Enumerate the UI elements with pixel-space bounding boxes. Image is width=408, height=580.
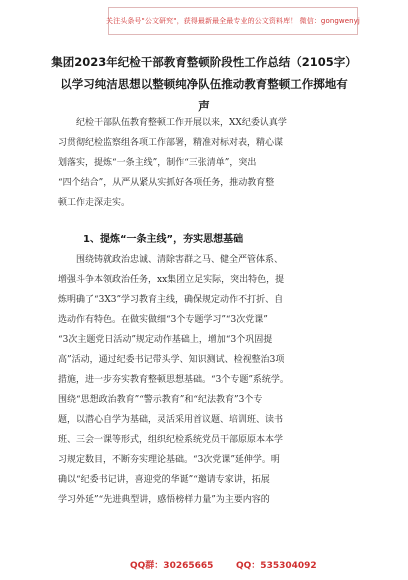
paragraph-intro [58,113,358,213]
footer-qq-group: QQ群：30265665 [130,561,214,571]
section-heading-1: 1、提炼“一条主线”，夯实思想基础 [83,234,244,245]
paragraph-line: 划落实，提炼“一条主线”，制作“三张清单”，突出 [58,158,257,168]
paragraph-line: 学习外延”“先进典型讲，感悟榜样力量”为主要内容的 [58,495,270,505]
paragraph-section-1 [58,250,358,510]
footer [0,556,408,574]
footer-qq-contact: QQ：535304092 [236,561,317,571]
paragraph-line: 炼明确了“3X3”学习教育主线，确保规定动作不打折、自 [58,295,284,305]
document-title-line-2: 以学习纯洁思想以整顿纯净队伍推动教育整顿工作掷地有 [60,77,348,91]
paragraph-line: 顿工作走深走实。 [58,198,131,208]
paragraph-line: “四个结合”，从严从紧从实抓好各项任务，推动教育整 [58,178,275,188]
header-banner: 关注头条号"公文研究"，获得最新最全最专业的公文资料库！ 微信：gongwenyj [108,7,358,35]
paragraph-line: 措施，进一步夯实教育整顿思想基础。“3个专题”系统学。 [58,375,289,385]
paragraph-line: 围绕铸就政治忠诚、清除害群之马、健全严管体系、 [76,255,284,265]
paragraph-line: 增强斗争本领政治任务，xx集团立足实际，突出特色，提 [58,275,285,285]
paragraph-line: 纪检干部队伍教育整顿工作开展以来，XX纪委认真学 [76,118,287,128]
document-title-line-1: 集团2023年纪检干部教育整顿阶段性工作总结（2105字） [51,55,357,69]
paragraph-line: 确以“纪委书记讲，喜迎党的华诞”“邀请专家讲，拓展 [58,475,270,485]
paragraph-line: 围绕“思想政治教育”“警示教育”和“纪法教育”3个专 [58,395,263,405]
paragraph-line: 习贯彻纪检监察组各项工作部署，精准对标对表，精心谋 [58,138,284,148]
paragraph-line: 题，以潜心自学为基础，灵活采用首议题、培训班、读书 [58,415,284,425]
paragraph-line: 选动作有特色。在做实做细“3个专题学习”“3次党课” [58,315,268,325]
paragraph-line: 班、三会一课等形式，组织纪检系统党员干部原原本本学 [58,435,284,445]
paragraph-line: 习规定数目，不断夯实理论基础。“3次党课”延伸学。明 [58,455,280,465]
paragraph-line: 高”活动，通过纪委书记带头学、知识测试、检视整治3项 [58,355,285,365]
paragraph-line: “3次主题党日活动”规定动作基础上，增加“3个巩固提 [58,335,273,345]
document-title-line-3: 声 [198,99,210,113]
